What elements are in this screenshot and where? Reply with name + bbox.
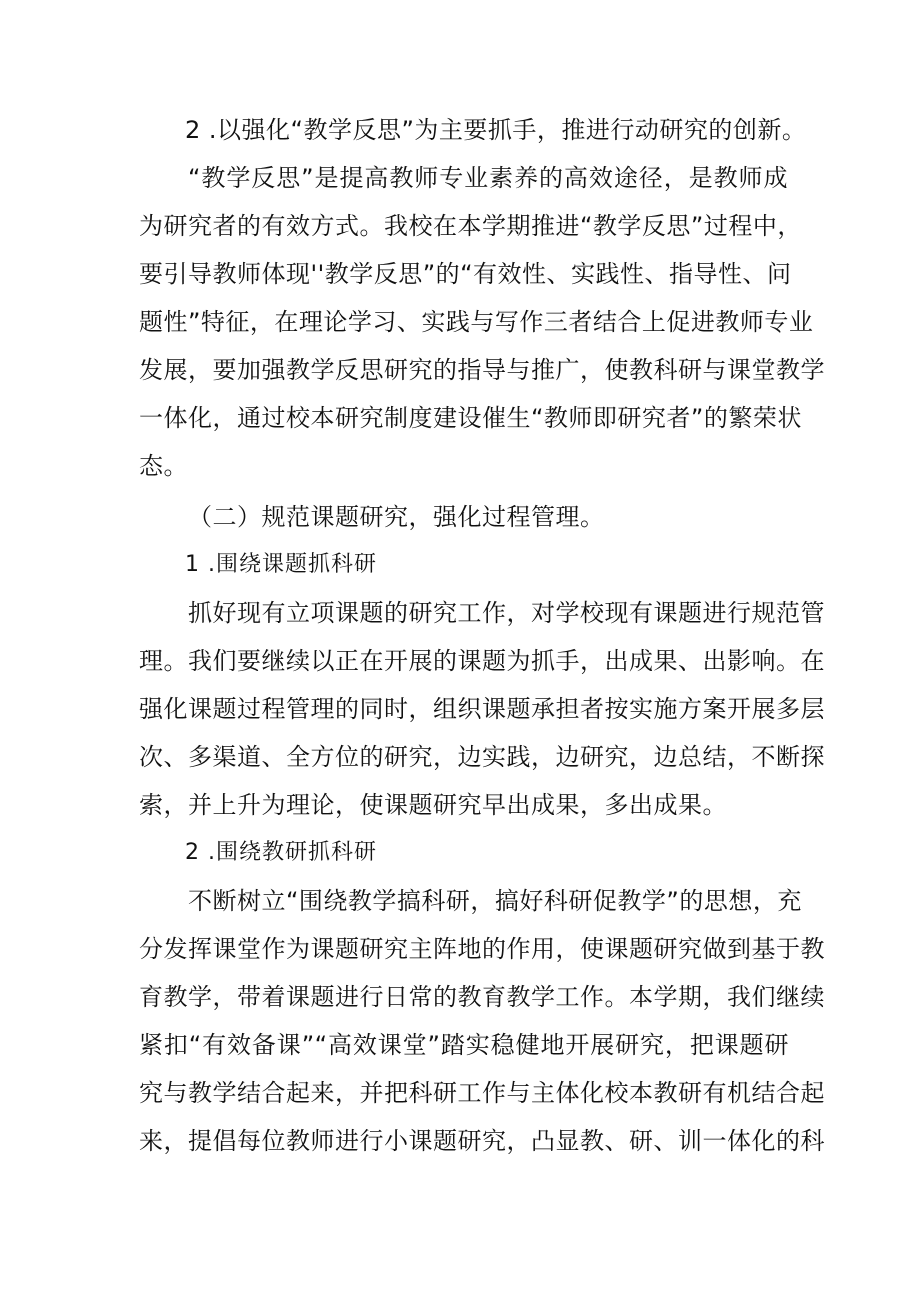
paragraph-line: 究与教学结合起来，并把科研工作与主体化校本教研有机结合起 <box>139 1079 825 1107</box>
paragraph-line: 次、多渠道、全方位的研究，边实践，边研究，边总结，不断探 <box>139 743 825 771</box>
subheading-topic-research: 1 .围绕课题抓科研 <box>185 552 377 577</box>
paragraph-line: 索，并上升为理论，使课题研究早出成果，多出成果。 <box>139 791 727 819</box>
paragraph-line: 不断树立“围绕教学搞科研，搞好科研促教学”的思想，充 <box>188 887 802 915</box>
subheading-reflection: 2 .以强化“教学反思”为主要抓手，推进行动研究的创新。 <box>185 116 807 144</box>
paragraph-line: 强化课题过程管理的同时，组织课题承担者按实施方案开展多层 <box>139 695 825 723</box>
paragraph-line: 一体化，通过校本研究制度建设催生“教师即研究者”的繁荣状 <box>139 404 802 432</box>
paragraph-line: 为研究者的有效方式。我校在本学期推进“教学反思”过程中， <box>139 212 802 240</box>
paragraph-line: 发展，要加强教学反思研究的指导与推广，使教科研与课堂教学 <box>139 356 825 384</box>
subheading-teaching-research: 2 .围绕教研抓科研 <box>185 840 377 865</box>
paragraph-line: 抓好现有立项课题的研究工作，对学校现有课题进行规范管 <box>188 599 825 627</box>
paragraph-line: 态。 <box>139 452 188 480</box>
paragraph-line: “教学反思”是提高教师专业素养的高效途径，是教师成 <box>188 164 788 192</box>
paragraph-line: 题性”特征，在理论学习、实践与写作三者结合上促进教师专业 <box>139 308 814 336</box>
section-heading: （二）规范课题研究，强化过程管理。 <box>188 503 605 531</box>
paragraph-line: 要引导教师体现''教学反思”的“有效性、实践性、指导性、问 <box>139 260 792 288</box>
paragraph-line: 紧扣“有效备课”“高效课堂”踏实稳健地开展研究，把课题研 <box>139 1031 789 1059</box>
paragraph-line: 来，提倡每位教师进行小课题研究，凸显教、研、训一体化的科 <box>139 1127 825 1155</box>
paragraph-line: 理。我们要继续以正在开展的课题为抓手，出成果、出影响。在 <box>139 647 825 675</box>
paragraph-line: 分发挥课堂作为课题研究主阵地的作用，使课题研究做到基于教 <box>139 935 825 963</box>
paragraph-line: 育教学，带着课题进行日常的教育教学工作。本学期，我们继续 <box>139 983 825 1011</box>
